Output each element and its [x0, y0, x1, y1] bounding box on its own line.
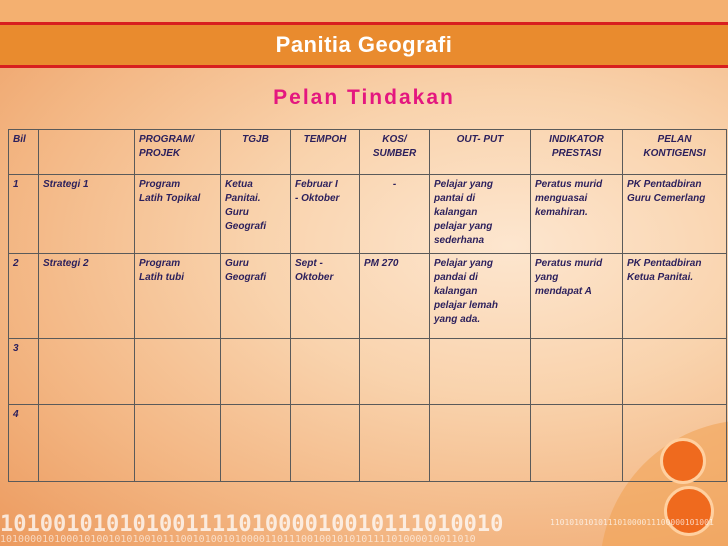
table-cell [430, 405, 531, 482]
table-cell: PK Pentadbiran Ketua Panitai. [623, 253, 727, 338]
binary-decoration: 1010000101000101001010100101110010100101000011011100100101010111101000010011010 [0, 534, 476, 545]
action-plan-table [8, 129, 727, 482]
table-cell [291, 405, 360, 482]
binary-decoration: 10100101010100111101000010010111010010 [0, 512, 504, 537]
table-cell [221, 405, 291, 482]
table-cell: - [360, 175, 430, 254]
header-tgjb: TGJB [221, 130, 291, 175]
header-pelan: PELAN KONTIGENSI [623, 130, 727, 175]
table-cell: Program Latih tubi [135, 253, 221, 338]
table-cell: PM 270 [360, 253, 430, 338]
table-cell: Program Latih Topikal [135, 175, 221, 254]
table-cell [360, 338, 430, 405]
table-cell [360, 405, 430, 482]
header-strategy [39, 130, 135, 175]
table-cell [430, 338, 531, 405]
table-cell: Peratus murid menguasai kemahiran. [531, 175, 623, 254]
top-bar [0, 0, 728, 22]
table-cell: Guru Geografi [221, 253, 291, 338]
table-cell: 3 [9, 338, 39, 405]
table-cell [531, 338, 623, 405]
header-program: PROGRAM/ PROJEK [135, 130, 221, 175]
table-cell [39, 405, 135, 482]
header-bil: Bil [9, 130, 39, 175]
page-subtitle: Pelan Tindakan [273, 86, 455, 109]
table-cell: PK Pentadbiran Guru Cemerlang [623, 175, 727, 254]
table-cell: Pelajar yang pantai di kalangan pelajar yang sederhana [430, 175, 531, 254]
table-cell: Sept - Oktober [291, 253, 360, 338]
table-cell [291, 338, 360, 405]
table-cell: 4 [9, 405, 39, 482]
table-cell: Pelajar yang pandai di kalangan pelajar lemah yang ada. [430, 253, 531, 338]
table-row [9, 175, 727, 254]
page-title: Panitia Geografi [275, 32, 453, 57]
table-cell [39, 338, 135, 405]
header-tempoh: TEMPOH [291, 130, 360, 175]
table-cell [135, 405, 221, 482]
table-row [9, 405, 727, 482]
table-row [9, 338, 727, 405]
header-indikator: INDIKATOR PRESTASI [531, 130, 623, 175]
table-cell: 1 [9, 175, 39, 254]
table-cell: Strategi 1 [39, 175, 135, 254]
table-cell: 2 [9, 253, 39, 338]
binary-decoration: 1101010101011101000011100000101001 [550, 518, 714, 527]
header-kos: KOS/ SUMBER [360, 130, 430, 175]
table-header-row [9, 130, 727, 175]
table-cell: Februar I - Oktober [291, 175, 360, 254]
table-cell: Strategi 2 [39, 253, 135, 338]
table-cell [221, 338, 291, 405]
header-output: OUT- PUT [430, 130, 531, 175]
table-row [9, 253, 727, 338]
table-cell [623, 338, 727, 405]
table-cell [135, 338, 221, 405]
title-banner [0, 22, 728, 68]
table-cell: Peratus murid yang mendapat A [531, 253, 623, 338]
table-cell: Ketua Panitai. Guru Geografi [221, 175, 291, 254]
decorative-dot [660, 438, 706, 484]
table-cell [531, 405, 623, 482]
